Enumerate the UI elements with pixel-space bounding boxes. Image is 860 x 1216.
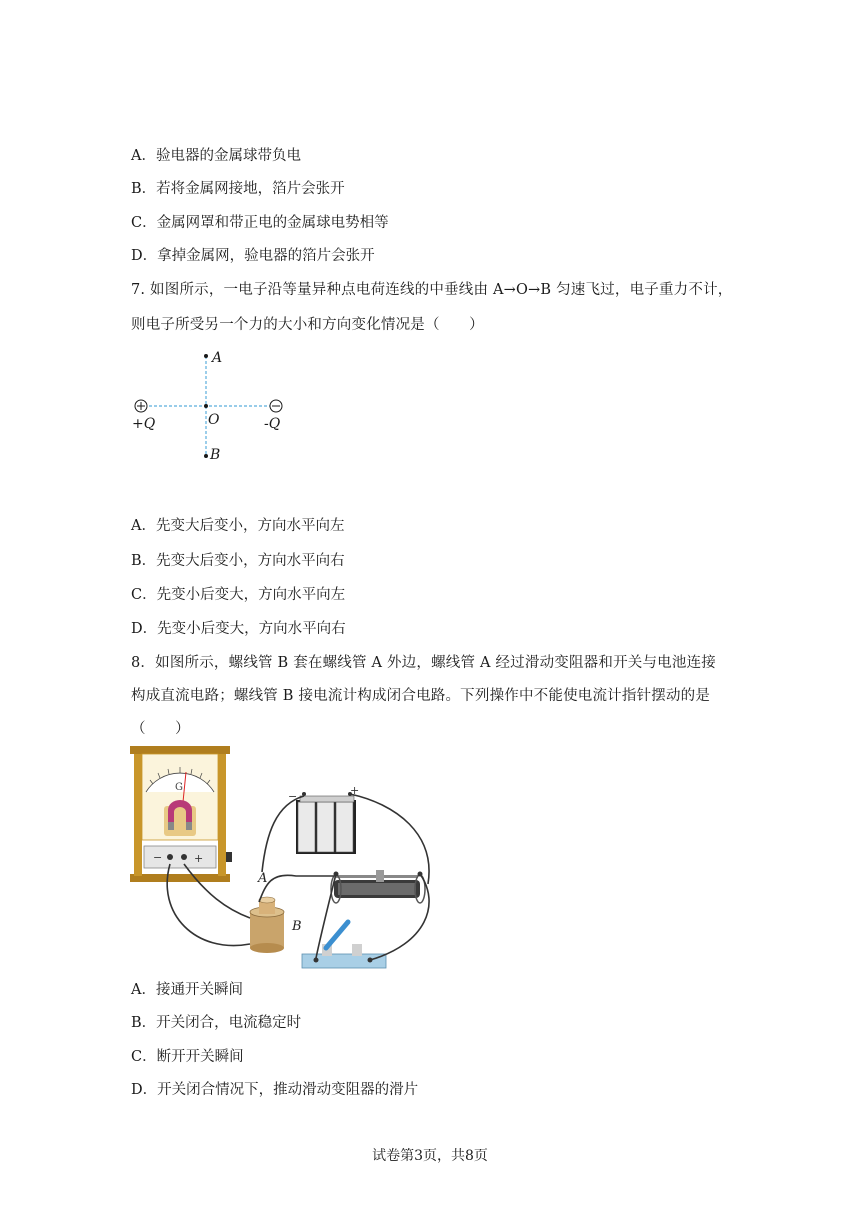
q7-stem-line-2: 则电子所受另一个力的大小和方向变化情况是（ ） — [131, 317, 484, 333]
q6-option-c: C．金属网罩和带正电的金属球电势相等 — [131, 215, 389, 231]
q8-stem-line-1: 8．如图所示，螺线管 B 套在螺线管 A 外边，螺线管 A 经过滑动变阻器和开关与电池连接 — [131, 655, 716, 671]
terminal-plus-icon — [181, 854, 187, 860]
q7-option-b: B．先变大后变小，方向水平向右 — [131, 553, 345, 569]
q8-option-b: B．开关闭合，电流稳定时 — [131, 1015, 302, 1031]
battery-minus-label: − — [288, 790, 298, 803]
galvanometer — [130, 746, 232, 882]
coil-a-label: A — [258, 871, 268, 886]
q7-option-d: D．先变小后变大，方向水平向右 — [131, 621, 346, 637]
q7-option-c: C．先变小后变大，方向水平向左 — [131, 587, 346, 603]
coil-b-label: B — [292, 919, 302, 934]
point-o-label: O — [208, 412, 220, 428]
page-footer: 试卷第3页，共8页 — [372, 1148, 488, 1164]
q7-stem-line-1: 7. 如图所示，一电子沿等量异种点电荷连线的中垂线由 A→O→B 匀速飞过，电子重力不计， — [131, 282, 733, 298]
q6-option-a: A．验电器的金属球带负电 — [131, 148, 301, 164]
minus-q-label: -Q — [264, 416, 281, 432]
point-a-label: A — [212, 350, 223, 366]
galvanometer-minus-label: − — [153, 851, 163, 864]
q8-option-a: A．接通开关瞬间 — [131, 982, 243, 998]
q8-option-c: C．断开开关瞬间 — [131, 1049, 244, 1065]
q8-stem-line-3: （ ） — [131, 721, 190, 737]
galvanometer-g-label: G — [175, 782, 183, 793]
knife-switch — [302, 922, 386, 968]
battery-plus-label: + — [350, 784, 360, 797]
q8-stem-line-2: 构成直流电路；螺线管 B 接电流计构成闭合电路。下列操作中不能使电流计指针摆动的是 — [131, 688, 711, 704]
q7-figure-charges — [128, 346, 298, 466]
q8-figure-circuit — [126, 744, 446, 972]
q8-option-d: D．开关闭合情况下，推动滑动变阻器的滑片 — [131, 1082, 419, 1098]
battery-pack — [288, 784, 359, 854]
terminal-minus-icon — [167, 854, 173, 860]
rheostat — [331, 870, 425, 903]
point-b-label: B — [210, 447, 221, 463]
q6-option-b: B．若将金属网接地，箔片会张开 — [131, 181, 345, 197]
plus-q-label: +Q — [132, 416, 156, 432]
galvanometer-plus-label: + — [194, 852, 204, 865]
solenoid-coils — [250, 871, 302, 953]
q6-option-d: D．拿掉金属网，验电器的箔片会张开 — [131, 248, 375, 264]
q7-option-a: A．先变大后变小，方向水平向左 — [131, 518, 345, 534]
